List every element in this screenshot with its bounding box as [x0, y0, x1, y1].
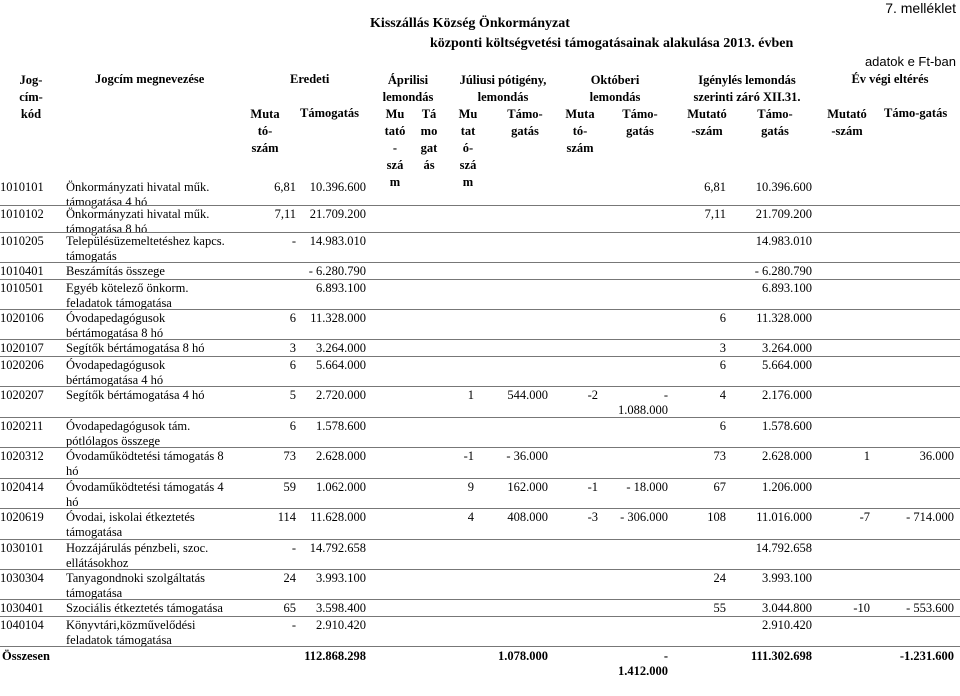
cell-e-m: - [291, 541, 296, 555]
row-name: Óvodaműködtetési támogatás 4 [66, 480, 224, 494]
cell-z-t: 2.628.000 [762, 449, 812, 463]
cell-z-t: 2.910.420 [762, 618, 812, 632]
row-divider [0, 539, 960, 540]
total-eltérés: -1.231.600 [899, 649, 954, 663]
cell-v-t: 36.000 [919, 449, 954, 463]
row-name: támogatása [66, 586, 123, 600]
row-code: 1020206 [0, 358, 44, 372]
header-jul-mutato: m [462, 175, 474, 189]
cell-j-t: - 36.000 [506, 449, 548, 463]
header-juliusi: Júliusi pótigény, [459, 73, 547, 87]
cell-e-t: 2.720.000 [316, 388, 366, 402]
cell-z-m: 6,81 [704, 180, 726, 194]
row-divider [0, 616, 960, 617]
cell-z-t: 1.578.600 [762, 419, 812, 433]
header-apr-mutato: m [389, 175, 401, 189]
cell-v-m: -10 [853, 601, 870, 615]
row-divider [0, 205, 960, 206]
row-code: 1010101 [0, 180, 44, 194]
row-name: Beszámítás összege [66, 264, 165, 278]
row-name: támogatása 4 hó [66, 195, 148, 209]
header-jul-tamogatas: gatás [511, 124, 539, 138]
header-jul-mutato: ó- [462, 141, 474, 155]
header-aprilisi: lemondás [382, 90, 434, 104]
row-code: 1040104 [0, 618, 44, 632]
cell-o-t: - 306.000 [620, 510, 668, 524]
cell-z-m: 6 [719, 358, 726, 372]
cell-o-m: -2 [587, 388, 598, 402]
cell-e-m: - [291, 618, 296, 632]
cell-e-t: 3.993.100 [316, 571, 366, 585]
row-divider [0, 417, 960, 418]
cell-z-m: 55 [713, 601, 726, 615]
row-code: 1020207 [0, 388, 44, 402]
header-jul-tamogatas: Támo- [507, 107, 543, 121]
header-apr-tamogatas: gat [420, 141, 438, 155]
header-zaro-mutato: -szám [691, 124, 723, 138]
row-name: hó [66, 495, 79, 509]
cell-j-t: 544.000 [507, 388, 548, 402]
total-oktober: - [663, 649, 668, 663]
header-ev-mutato: -szám [831, 124, 863, 138]
header-apr-tamogatas: mo [420, 124, 438, 138]
page-title: Kisszállás Község Önkormányzat [370, 16, 570, 31]
unit-label: adatok e Ft-ban [864, 54, 956, 69]
header-jul-mutato: Mu [458, 107, 478, 121]
cell-z-t: 10.396.600 [755, 180, 812, 194]
header-apr-tamogatas: Tá [421, 107, 437, 121]
row-divider [0, 356, 960, 357]
row-divider [0, 309, 960, 310]
cell-e-t: 21.709.200 [309, 207, 366, 221]
row-code: 1010501 [0, 281, 44, 295]
cell-e-t: 10.396.600 [309, 180, 366, 194]
cell-o-m: -1 [587, 480, 598, 494]
row-name: Önkormányzati hivatal műk. [66, 207, 210, 221]
row-code: 1020107 [0, 341, 44, 355]
row-code: 1020312 [0, 449, 44, 463]
cell-e-t: 14.983.010 [309, 234, 366, 248]
cell-e-t: 3.264.000 [316, 341, 366, 355]
page-subtitle: központi költségvetési támogatásainak alakulása 2013. évben [430, 36, 794, 51]
row-name: Óvodai, iskolai étkeztetés [66, 510, 195, 524]
row-name: Tanyagondnoki szolgáltatás [66, 571, 206, 585]
total-zaro: 111.302.698 [750, 649, 812, 663]
row-divider [0, 478, 960, 479]
row-name: Óvodapedagógusok tám. [66, 419, 191, 433]
cell-v-t: - 553.600 [906, 601, 954, 615]
cell-e-m: 114 [277, 510, 296, 524]
cell-z-t: - 6.280.790 [754, 264, 812, 278]
cell-j-t: 162.000 [507, 480, 548, 494]
cell-e-t: 1.062.000 [316, 480, 366, 494]
row-divider [0, 262, 960, 263]
cell-z-t: 3.264.000 [762, 341, 812, 355]
cell-z-m: 6 [719, 419, 726, 433]
cell-e-t: 2.628.000 [316, 449, 366, 463]
cell-e-m: 24 [283, 571, 296, 585]
cell-z-t: 6.893.100 [762, 281, 812, 295]
header-jogcim-kod: cím- [19, 90, 43, 104]
header-okt-tamogatas: gatás [626, 124, 654, 138]
header-aprilisi: Áprilisi [387, 73, 429, 87]
cell-j-m: 9 [467, 480, 474, 494]
row-name: támogatása [66, 525, 123, 539]
cell-e-t: 6.893.100 [316, 281, 366, 295]
header-jogcim-kod: Jog- [19, 73, 43, 87]
cell-z-m: 4 [719, 388, 726, 402]
row-code: 1030101 [0, 541, 44, 555]
cell-e-t: 1.578.600 [316, 419, 366, 433]
row-code: 1020211 [0, 419, 44, 433]
row-name: Egyéb kötelező önkorm. [66, 281, 189, 295]
row-divider [0, 279, 960, 280]
cell-e-t: 11.328.000 [310, 311, 366, 325]
cell-v-m: 1 [863, 449, 870, 463]
row-name: hó [66, 464, 79, 478]
row-name: pótlólagos összege [66, 434, 161, 448]
cell-v-t: - 714.000 [906, 510, 954, 524]
cell-j-m: 1 [467, 388, 474, 402]
cell-e-m: 3 [289, 341, 296, 355]
row-name: Könyvtári,közművelődési [66, 618, 196, 632]
header-apr-mutato: tató [384, 124, 406, 138]
header-eredeti-mutato: szám [251, 141, 279, 155]
cell-e-t: 3.598.400 [316, 601, 366, 615]
cell-z-t: 5.664.000 [762, 358, 812, 372]
cell-e-t: 2.910.420 [316, 618, 366, 632]
cell-e-m: 6 [289, 419, 296, 433]
row-code: 1020106 [0, 311, 44, 325]
header-jul-mutato: szá [459, 158, 477, 172]
row-divider [0, 232, 960, 233]
row-divider [0, 386, 960, 387]
cell-e-m: 6 [289, 311, 296, 325]
header-jul-mutato: tat [460, 124, 476, 138]
row-name: Segítők bértámogatása 4 hó [66, 388, 205, 402]
row-code: 1030401 [0, 601, 44, 615]
cell-e-m: 59 [283, 480, 296, 494]
row-name: Óvodapedagógusok [66, 358, 166, 372]
header-igenyles: Igénylés lemondás [698, 73, 796, 87]
row-divider [0, 646, 960, 647]
header-eredeti-mutato: Muta [250, 107, 280, 121]
cell-e-t: 11.628.000 [310, 510, 366, 524]
cell-z-t: 11.016.000 [756, 510, 812, 524]
total-label: Összesen [2, 649, 50, 663]
total-julius: 1.078.000 [498, 649, 548, 663]
row-divider [0, 569, 960, 570]
row-code: 1030304 [0, 571, 44, 585]
row-code: 1020619 [0, 510, 44, 524]
header-eredeti: Eredeti [290, 72, 330, 86]
cell-e-m: 6,81 [274, 180, 296, 194]
header-megnevezes: Jogcím megnevezése [95, 72, 205, 86]
header-zaro-tamogatas: Támo- [757, 107, 793, 121]
cell-o-t: - [663, 388, 668, 402]
row-name: támogatása 8 hó [66, 222, 148, 236]
row-code: 1010205 [0, 234, 44, 248]
row-name: Segítők bértámogatása 8 hó [66, 341, 205, 355]
cell-e-m: 5 [289, 388, 296, 402]
header-jogcim-kod: kód [20, 107, 42, 121]
cell-z-m: 6 [719, 311, 726, 325]
cell-z-t: 14.792.658 [755, 541, 812, 555]
header-zaro-mutato: Mutató [687, 107, 727, 121]
header-okt-mutato: szám [566, 141, 594, 155]
cell-j-t: 408.000 [507, 510, 548, 524]
row-divider [0, 508, 960, 509]
cell-z-m: 73 [713, 449, 726, 463]
row-name: Szociális étkeztetés támogatása [66, 601, 223, 615]
total-oktober: 1.412.000 [618, 664, 668, 678]
header-ev-mutato: Mutató [827, 107, 867, 121]
header-okt-mutato: tó- [572, 124, 588, 138]
cell-z-t: 2.176.000 [762, 388, 812, 402]
header-okt-mutato: Muta [565, 107, 595, 121]
row-name: támogatás [66, 249, 117, 263]
header-oktoberi: Októberi [590, 73, 640, 87]
cell-e-t: 14.792.658 [309, 541, 366, 555]
cell-z-m: 3 [719, 341, 726, 355]
header-oktoberi: lemondás [589, 90, 641, 104]
cell-z-m: 67 [713, 480, 726, 494]
cell-o-m: -3 [587, 510, 598, 524]
header-ev-vegi: Év végi eltérés [851, 72, 929, 86]
row-divider [0, 447, 960, 448]
total-eredeti: 112.868.298 [304, 649, 366, 663]
row-name: Óvodapedagógusok [66, 311, 166, 325]
header-eredeti-tamogatas: Támogatás [300, 106, 360, 120]
row-name: Önkormányzati hivatal műk. [66, 180, 210, 194]
cell-z-t: 3.044.800 [762, 601, 812, 615]
cell-z-m: 7,11 [704, 207, 726, 221]
header-igenyles: szerinti záró XII.31. [693, 90, 801, 104]
cell-e-m: 73 [283, 449, 296, 463]
cell-e-m: 7,11 [274, 207, 296, 221]
annex-label: 7. melléklet [885, 0, 956, 16]
row-divider [0, 599, 960, 600]
row-name: bértámogatása 4 hó [66, 373, 164, 387]
header-eredeti-mutato: tó- [257, 124, 273, 138]
cell-v-m: -7 [859, 510, 870, 524]
cell-z-m: 24 [713, 571, 726, 585]
row-name: feladatok támogatása [66, 296, 172, 310]
cell-j-m: -1 [463, 449, 474, 463]
header-apr-mutato: szá [386, 158, 404, 172]
row-name: Óvodaműködtetési támogatás 8 [66, 449, 224, 463]
row-code: 1010102 [0, 207, 44, 221]
header-apr-tamogatas: ás [423, 158, 435, 172]
header-juliusi: lemondás [477, 90, 529, 104]
header-apr-mutato: - [392, 141, 398, 155]
cell-e-t: - 6.280.790 [308, 264, 366, 278]
cell-o-t: 1.088.000 [618, 403, 668, 417]
row-name: ellátásokhoz [66, 556, 129, 570]
row-name: Településüzemeltetéshez kapcs. [66, 234, 225, 248]
cell-z-t: 14.983.010 [755, 234, 812, 248]
row-code: 1020414 [0, 480, 44, 494]
cell-z-m: 108 [707, 510, 726, 524]
row-name: bértámogatása 8 hó [66, 326, 164, 340]
header-zaro-tamogatas: gatás [761, 124, 789, 138]
cell-j-m: 4 [467, 510, 474, 524]
row-divider [0, 339, 960, 340]
cell-e-m: 65 [283, 601, 296, 615]
header-apr-mutato: Mu [385, 107, 405, 121]
header-ev-tamogatas: Támo-gatás [884, 106, 948, 120]
cell-e-m: - [291, 234, 296, 248]
header-okt-tamogatas: Támo- [622, 107, 658, 121]
cell-z-t: 3.993.100 [762, 571, 812, 585]
cell-e-m: 6 [289, 358, 296, 372]
cell-e-t: 5.664.000 [316, 358, 366, 372]
cell-z-t: 1.206.000 [762, 480, 812, 494]
cell-z-t: 11.328.000 [756, 311, 812, 325]
row-code: 1010401 [0, 264, 44, 278]
row-name: Hozzájárulás pénzbeli, szoc. [66, 541, 209, 555]
row-name: feladatok támogatása [66, 633, 172, 647]
cell-o-t: - 18.000 [626, 480, 668, 494]
cell-z-t: 21.709.200 [755, 207, 812, 221]
